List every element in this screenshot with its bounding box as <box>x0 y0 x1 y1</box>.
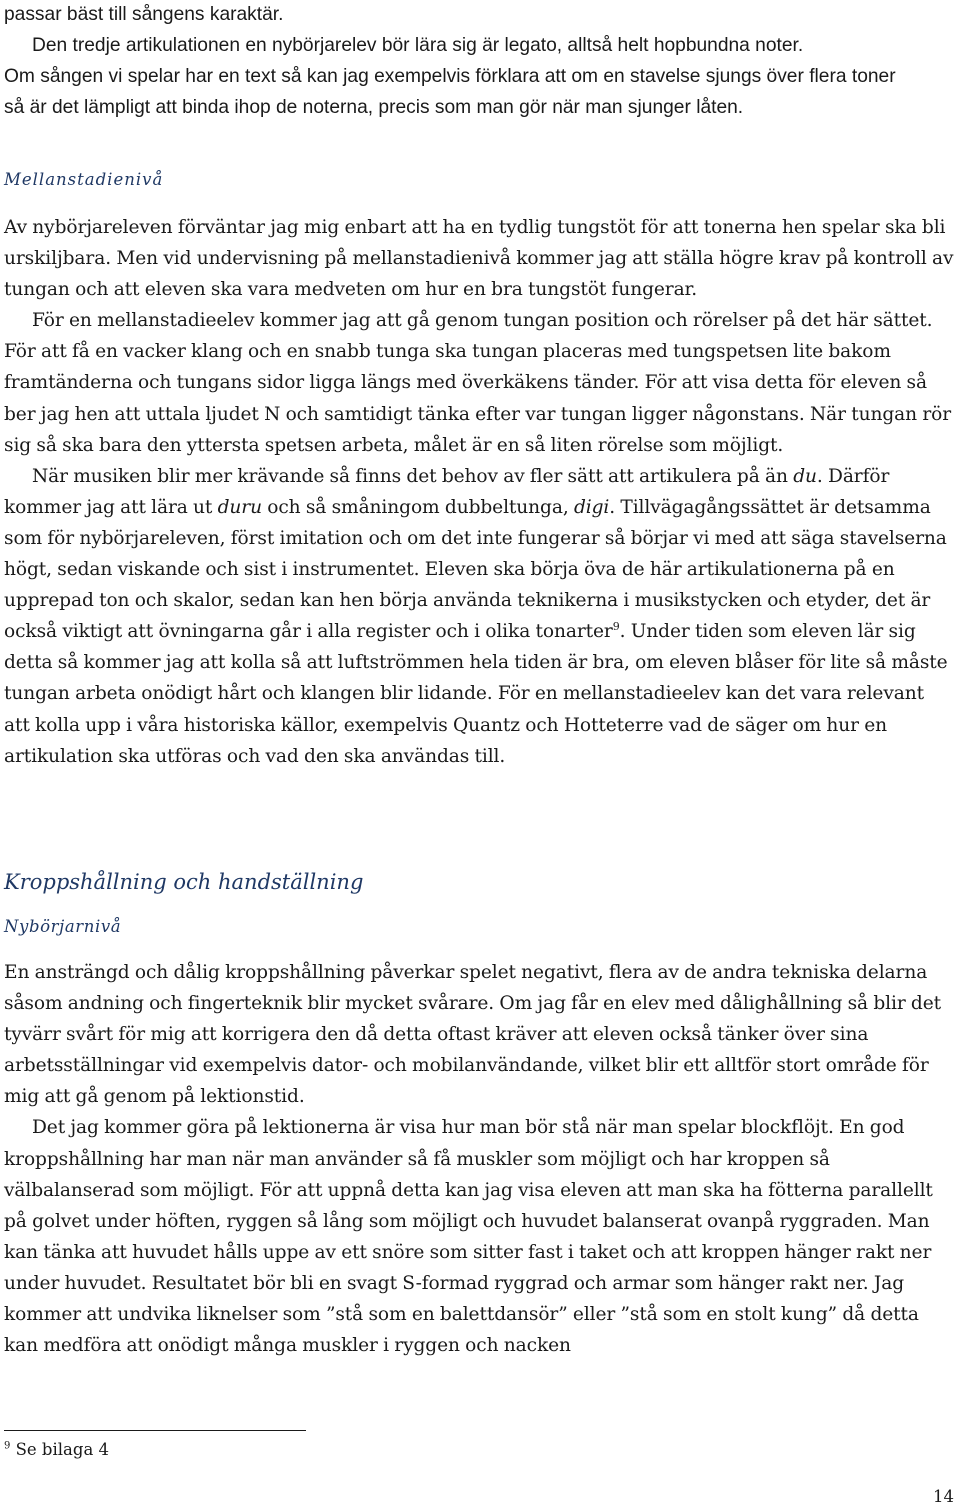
p3-text-b: . Därför kommer jag att lära ut <box>4 465 890 518</box>
p3-term-du: du <box>793 465 817 487</box>
footnote-separator <box>4 1430 306 1431</box>
section-heading-kroppshallning-text: Kroppshållning och handställning <box>4 870 364 894</box>
mellan-paragraph-1: Av nybörjareleven förväntar jag mig enbart att ha en tydlig tungstöt för att tonerna hen spelar ska bli urskiljbara. Men vid undervisning på mellanstadienivå kommer jag att ställa högre krav på kontroll av tungan och att eleven ska vara medveten om hur en bra tungstöt fungerar. <box>4 217 954 301</box>
p3-text-c: och så småningom dubbeltunga, <box>261 496 574 518</box>
page-number: 14 <box>933 1487 954 1506</box>
footnote <box>4 1440 109 1459</box>
mellan-paragraph-3 <box>4 461 954 772</box>
p3-text-a: När musiken blir mer krävande så finns det behov av fler sätt att artikulera på än <box>32 465 794 487</box>
mellan-body <box>4 212 954 772</box>
kropp-paragraph-2: Det jag kommer göra på lektionerna är visa hur man bör stå när man spelar blockflöjt. En god kroppshållning har man när man använder så få muskler som möjligt och har kroppen så välbalanserad som möjligt. För att uppnå detta kan jag visa eleven att man ska ha fötterna parallellt på golvet under höften, ryggen så lång som möjligt och huvudet balanserat ovanpå ryggraden. Man kan tänka att huvudet hålls uppe av ett snöre som sitter fast i taket och att kroppen hänger rakt ner under huvudet. Resultatet bör bli en svagt S-formad ryggrad och armar som hänger rakt ner. Jag kommer att undvika liknelser som ”stå som en balettdansör” eller ”stå som en stolt kung” då detta kan medföra att onödigt många muskler i ryggen och nacken <box>4 1117 933 1357</box>
p3-text-d: . Tillvägagångssättet är detsamma som för nybörjareleven, först imitation och om det inte fungerar så börjar vi med att säga stavelserna högt, sedan viskande och sist i instrumentet. Eleven ska börja öva de här artikulationerna på en upprepad ton och skalor, sedan kan hen börja använda teknikerna i musikstycken och etyder, det är också viktigt att övningarna går i alla register och i olika tonarter <box>4 496 947 643</box>
intro-line-1: passar bäst till sångens karaktär. <box>4 4 284 25</box>
p3-term-digi: digi <box>573 496 610 518</box>
p3-text-e: . Under tiden som eleven lär sig detta så kommer jag att kolla så att luftströmmen hela tiden är bra, om eleven blåser för lite så måste tungan arbeta onödigt hårt och klangen blir lidande. För en mellanstadieelev kan det vara relevant att kolla upp i våra historiska källor, exempelvis Quantz och Hotteterre vad de säger om hur en artikulation ska utföras och vad den ska användas till. <box>4 621 948 767</box>
kropp-body <box>4 957 954 1361</box>
section-heading-mellanstadieniva <box>4 170 163 189</box>
footnote-reference[interactable]: 9 <box>612 620 620 634</box>
footnote-number: 9 <box>4 1440 11 1452</box>
p3-term-duru: duru <box>217 496 262 518</box>
intro-block <box>4 0 954 123</box>
kropp-paragraph-1: En ansträngd och dålig kroppshållning påverkar spelet negativt, flera av de andra tekniska delarna såsom andning och fingerteknik blir mycket svårare. Om jag får en elev med dålighållning så blir det tyvärr svårt för mig att korrigera den då detta oftast kräver att eleven också tänker över sina arbetsställningar vid exempelvis dator- och mobilanvändande, vilket blir ett alltför stort område för mig att gå genom på lektionstid. <box>4 962 942 1108</box>
section-heading-kroppshallning <box>4 870 363 894</box>
intro-paragraph: Om sången vi spelar har en text så kan jag exempelvis förklara att om en stavelse sjungs över flera toner så är det lämpligt att binda ihop de noterna, precis som man gör när man sjunger låten. <box>4 66 896 118</box>
footnote-text: Se bilaga 4 <box>10 1440 110 1459</box>
section-heading-mellanstadieniva-text: Mellanstadienivå <box>4 170 164 189</box>
mellan-paragraph-2: För en mellanstadieelev kommer jag att gå genom tungan position och rörelser på det här sättet. För att få en vacker klang och en snabb tunga ska tungan placeras med tungspetsen lite bakom framtänderna och tungans sidor ligga längs med överkäkens tänder. För att visa detta för eleven så ber jag hen att uttala ljudet N och samtidigt tänka efter var tungan ligger någonstans. När tungan rör sig så ska bara den yttersta spetsen arbeta, målet är en så liten rörelse som möjligt. <box>4 310 952 456</box>
intro-line-2: Den tredje artikulationen en nybörjarelev bör lära sig är legato, alltså helt hopbundna noter. <box>32 35 804 56</box>
subheading-nyborjarniva-text: Nybörjarnivå <box>4 917 122 936</box>
subheading-nyborjarniva <box>4 917 121 936</box>
